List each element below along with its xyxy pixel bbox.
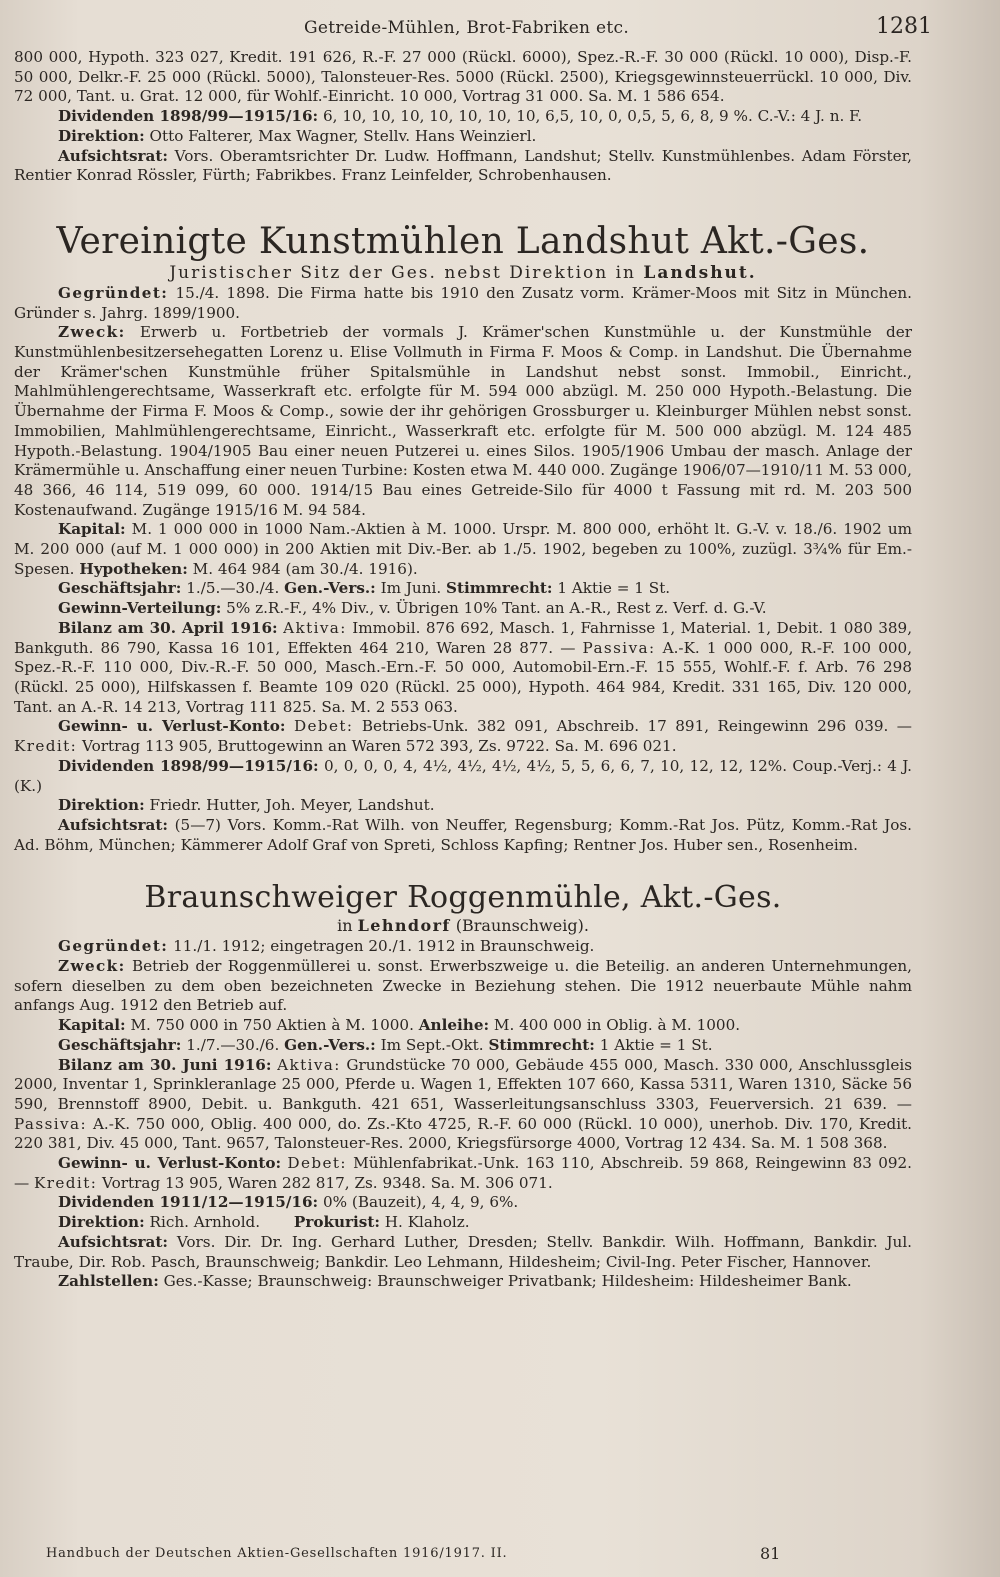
- subtitle-place: Landshut.: [643, 262, 757, 283]
- debit-text: Mühlenfabrikat.-Unk. 163 110, Abschreib. 59 868, Reingewinn 83 092. —: [14, 1154, 913, 1192]
- purpose: [14, 323, 912, 520]
- page-footer: [46, 1544, 781, 1563]
- purpose-label: Zweck:: [58, 957, 126, 976]
- subtitle-prefix: Juristischer Sitz der Ges. nebst Direktion in: [169, 262, 636, 283]
- management: [14, 796, 912, 816]
- purpose-text: Erwerb u. Fortbetrieb der vormals J. Krämer'schen Kunstmühle u. der Kunstmühle der Kunstmühlenbesitzersehegatten Lorenz u. Elise Vollmuth in Firma F. Moos & Comp. in Landshut. Die Übernahme der Krämer'schen Kunstmühle früher Spitalsmühle in Landshut nebst sonst. Immobil., Einricht., Mahlmühlengerechtsame, Wasserkraft etc. erfolgte für M. 594 000 abzügl. M. 250 000 Hypoth.-Belastung. Die Übernahme der Firma F. Moos & Comp., sowie der ihr gehörigen Grossburger u. Kleinburger Mühlen nebst sonst. Immobilien, Mahlmühlengerechtsame, Einricht., Wasserkraft etc. erfolgte für M. 500 000 abzügl. M. 124 485 Hypoth.-Belastung. 1904/1905 Bau einer neuen Putzerei u. eines Silos. 1905/1906 Umbau der masch. Anlage der Krämermühle u. Anschaffung einer neuen Turbine: Kosten etwa M. 440 000. Zugänge 1906/07—1910/11 M. 53 000, 48 366, 46 114, 519 099, 60 000. 1914/15 Bau eines Getreide-Silo für 4000 t Fassung mit rd. M. 203 500 Kostenaufwand. Zugänge 1915/16 M. 94 584.: [14, 323, 912, 519]
- fiscal-year-text: 1./7.—30./6.: [186, 1035, 280, 1054]
- credit-text: Vortrag 113 905, Bruttogewinn an Waren 572 393, Zs. 9722. Sa. M. 696 021.: [82, 737, 677, 756]
- purpose: [14, 957, 912, 1016]
- management-text: Rich. Arnhold.: [149, 1213, 261, 1232]
- board-label: Direktion:: [58, 126, 145, 145]
- general-meeting-text: Im Juni.: [380, 579, 442, 598]
- capital: [14, 1016, 912, 1036]
- liabilities-text: A.-K. 750 000, Oblig. 400 000, do. Zs.-Kto 4725, R.-F. 60 000 (Rückl. 10 000), unerhob. Div. 170, Kredit. 220 381, Div. 45 000, Tant. 9657, Talonsteuer-Res. 2000, Kriegsfürsorge 4000, Vortrag 12 434. Sa. M. 1 508 368.: [14, 1114, 912, 1153]
- footer-source: Handbuch der Deutschen Aktien-Gesellschaften 1916/1917. II.: [46, 1546, 508, 1561]
- paying-agents-text: Ges.-Kasse; Braunschweig: Braunschweiger Privatbank; Hildesheim: Hildesheimer Bank.: [163, 1272, 852, 1291]
- page-header: [14, 14, 932, 48]
- distribution-label: Gewinn-Verteilung:: [58, 599, 222, 618]
- management-label: Direktion:: [58, 796, 145, 815]
- profit-loss-label: Gewinn- u. Verlust-Konto:: [58, 1154, 282, 1173]
- authorized-officer-label: Prokurist:: [293, 1213, 380, 1232]
- supervisory-label: Aufsichtsrat:: [58, 815, 168, 834]
- carryover-entry: [14, 48, 912, 186]
- voting-text: 1 Aktie = 1 St.: [557, 579, 671, 598]
- purpose-text: Betrieb der Roggenmüllerei u. sonst. Erwerbszweige u. die Beteilig. an anderen Unternehmungen, sofern dieselben zu dem oben bezeichneten Zwecke in Beziehung stehen. Die 1912 neuerbaute Mühle nahm anfangs Aug. 1912 den Betrieb auf.: [14, 957, 912, 1015]
- footer-number: 81: [760, 1544, 781, 1563]
- capital-text: M. 750 000 in 750 Aktien à M. 1000.: [130, 1016, 414, 1035]
- voting-text: 1 Aktie = 1 St.: [599, 1035, 713, 1054]
- capital-label: Kapital:: [58, 1016, 126, 1035]
- liabilities-label: Passiva:: [14, 1114, 87, 1133]
- supervisory-board: [14, 1233, 912, 1272]
- credit-label: Kredit:: [14, 737, 78, 756]
- company-subtitle: [14, 915, 912, 937]
- founded-text: 11./1. 1912; eingetragen 20./1. 1912 in Braunschweig.: [173, 937, 595, 956]
- purpose-label: Zweck:: [58, 323, 126, 342]
- dividends-label: Dividenden 1911/12—1915/16:: [58, 1193, 319, 1212]
- distribution-text: 5% z.R.-F., 4% Div., v. Übrigen 10% Tant. an A.-R., Rest z. Verf. d. G.-V.: [226, 599, 767, 618]
- founded: [14, 937, 912, 957]
- assets-text: Immobil. 876 692, Masch. 1, Fahrnisse 1, Material. 1, Debit. 1 080 389, Bankguth. 86 790, Kassa 16 101, Effekten 464 210, Waren 28 877. —: [14, 618, 913, 657]
- management: [14, 1213, 912, 1233]
- capital-label: Kapital:: [58, 520, 126, 539]
- credit-text: Vortrag 13 905, Waren 282 817, Zs. 9348. Sa. M. 306 071.: [102, 1173, 553, 1192]
- balance-label: Bilanz am 30. April 1916:: [58, 618, 278, 637]
- fiscal-year-label: Geschäftsjahr:: [58, 1035, 182, 1054]
- dividends-label: Dividenden 1898/99—1915/16:: [58, 756, 319, 775]
- loan-label: Anleihe:: [418, 1016, 490, 1035]
- assets-label: Aktiva:: [277, 1055, 341, 1074]
- founded: [14, 284, 912, 323]
- mortgages-text: M. 464 984 (am 30./4. 1916).: [192, 559, 418, 578]
- assets-text: Grundstücke 70 000, Gebäude 455 000, Masch. 330 000, Anschlussgleis 2000, Inventar 1, Sprinkleranlage 25 000, Pferde u. Wagen 1, Effekten 107 660, Kassa 5311, Waren 1310, Säcke 56 590, Brennstoff 8900, Debit. u. Bankguth. 421 651, Wasserleitungsanschluss 3303, Feuerversich. 21 639. —: [14, 1055, 912, 1113]
- fiscal-year-label: Geschäftsjahr:: [58, 579, 182, 598]
- credit-label: Kredit:: [34, 1173, 98, 1192]
- fiscal-year-text: 1./5.—30./4.: [186, 579, 280, 598]
- management-label: Direktion:: [58, 1213, 145, 1232]
- company-title: Vereinigte Kunstmühlen Landshut Akt.-Ges.: [56, 220, 870, 262]
- supervisory-board: [14, 816, 912, 855]
- profit-loss: [14, 717, 912, 756]
- founded-label: Gegründet:: [58, 283, 169, 302]
- subtitle-suffix: (Braunschweig).: [455, 916, 589, 936]
- carryover-board: [14, 127, 912, 147]
- balance-label: Bilanz am 30. Juni 1916:: [58, 1055, 272, 1074]
- general-meeting-label: Gen.-Vers.:: [284, 1035, 376, 1054]
- authorized-officer-text: H. Klaholz.: [384, 1213, 470, 1232]
- carryover-balance: 800 000, Hypoth. 323 027, Kredit. 191 626, R.-F. 27 000 (Rückl. 6000), Spez.-R.-F. 30 000 (Rückl. 10 000), Disp.-F. 50 000, Delkr.-F. 25 000 (Rückl. 5000), Talonsteuer-Res. 5000 (Rückl. 2500), Kriegsgewinnsteuerrückl. 10 000, Div. 72 000, Tant. u. Grat. 12 000, für Wohlf.-Einricht. 10 000, Vortrag 31 000. Sa. M. 1 586 654.: [14, 48, 912, 106]
- dividends-text: 6, 10, 10, 10, 10, 10, 10, 10, 6,5, 10, 0, 0,5, 5, 6, 8, 9 %. C.-V.: 4 J. n. F.: [323, 107, 863, 126]
- profit-loss: [14, 1154, 912, 1193]
- capital: [14, 520, 912, 579]
- dividends: [14, 1193, 912, 1213]
- supervisory-text: Vors. Dir. Dr. Ing. Gerhard Luther, Dresden; Stellv. Bankdir. Wilh. Hoffmann, Bankdir. Jul. Traube, Dir. Rob. Pasch, Braunschweig; Bankdir. Leo Lehmann, Hildesheim; Civil-Ing. Peter Fischer, Hannover.: [14, 1232, 913, 1271]
- fiscal-line: [14, 579, 912, 599]
- fiscal-line: [14, 1036, 912, 1056]
- debit-text: Betriebs-Unk. 382 091, Abschreib. 17 891, Reingewinn 296 039. —: [361, 717, 912, 736]
- general-meeting-label: Gen.-Vers.:: [284, 579, 376, 598]
- balance-sheet: [14, 1056, 912, 1155]
- dividends: [14, 757, 912, 796]
- carryover-supervisory: [14, 147, 912, 186]
- founded-text: 15./4. 1898. Die Firma hatte bis 1910 den Zusatz vorm. Krämer-Moos mit Sitz in München. Gründer s. Jahrg. 1899/1900.: [14, 283, 913, 322]
- management-text: Friedr. Hutter, Joh. Meyer, Landshut.: [149, 796, 435, 815]
- voting-label: Stimmrecht:: [488, 1035, 595, 1054]
- company-entry-braunschweig: [14, 881, 912, 1292]
- supervisory-text: (5—7) Vors. Komm.-Rat Wilh. von Neuffer, Regensburg; Komm.-Rat Jos. Pütz, Komm.-Rat Jos. Ad. Böhm, München; Kämmerer Adolf Graf von Spreti, Schloss Kapfing; Rentner Jos. Huber sen., Rosenheim.: [14, 815, 912, 854]
- company-entry-landshut: [14, 222, 912, 855]
- liabilities-label: Passiva:: [582, 638, 656, 657]
- page-number: 1281: [876, 14, 932, 39]
- profit-loss-label: Gewinn- u. Verlust-Konto:: [58, 717, 286, 736]
- running-title: Getreide-Mühlen, Brot-Fabriken etc.: [304, 18, 630, 38]
- supervisory-label: Aufsichtsrat:: [58, 1232, 168, 1251]
- debit-label: Debet:: [293, 717, 354, 736]
- supervisory-label: Aufsichtsrat:: [58, 146, 168, 165]
- dividends-text: 0% (Bauzeit), 4, 4, 9, 6%.: [323, 1193, 519, 1212]
- debit-label: Debet:: [287, 1154, 347, 1173]
- assets-label: Aktiva:: [283, 618, 347, 637]
- dividends-text: 0, 0, 0, 0, 4, 4½, 4½, 4½, 4½, 5, 5, 6, 6, 7, 10, 12, 12, 12%. Coup.-Verj.: 4 J. (K.): [14, 756, 912, 795]
- balance-sheet: [14, 619, 912, 718]
- capital-text: M. 1 000 000 in 1000 Nam.-Aktien à M. 1000. Urspr. M. 800 000, erhöht lt. G.-V. v. 18./6. 1902 um M. 200 000 (auf M. 1 000 000) in 200 Aktien mit Div.-Ber. ab 1./5. 1902, begeben zu 100%, zuzügl. 3¾% für Em.-Spesen.: [14, 520, 913, 578]
- paying-agents-label: Zahlstellen:: [58, 1272, 159, 1291]
- board-text: Otto Falterer, Max Wagner, Stellv. Hans Weinzierl.: [149, 126, 537, 145]
- supervisory-text: Vors. Oberamtsrichter Dr. Ludw. Hoffmann, Landshut; Stellv. Kunstmühlenbes. Adam Förster, Rentier Konrad Rössler, Fürth; Fabrikbes. Franz Leinfelder, Schrobenhausen.: [14, 146, 912, 185]
- mortgages-label: Hypotheken:: [79, 559, 188, 578]
- dividends-label: Dividenden 1898/99—1915/16:: [58, 107, 319, 126]
- profit-distribution: [14, 599, 912, 619]
- paying-agents: [14, 1272, 912, 1292]
- subtitle-place: Lehndorf: [357, 916, 451, 936]
- subtitle-prefix: in: [337, 916, 353, 936]
- voting-label: Stimmrecht:: [446, 579, 553, 598]
- founded-label: Gegründet:: [58, 937, 169, 956]
- general-meeting-text: Im Sept.-Okt.: [380, 1035, 484, 1054]
- loan-text: M. 400 000 in Oblig. à M. 1000.: [493, 1016, 741, 1035]
- carryover-dividends: [14, 107, 912, 127]
- liabilities-text: A.-K. 1 000 000, R.-F. 100 000, Spez.-R.-F. 110 000, Div.-R.-F. 50 000, Masch.-Ern.-F. 50 000, Automobil-Ern.-F. 15 555, Wohlf.-F. f. Arb. 76 298 (Rückl. 25 000), Hilfskassen f. Beamte 109 020 (Rückl. 25 000), Hypoth. 464 984, Kredit. 331 165, Div. 120 000, Tant. an A.-R. 14 213, Vortrag 111 825. Sa. M. 2 553 063.: [14, 638, 913, 716]
- company-subtitle: [14, 262, 912, 284]
- company-title: Braunschweiger Roggenmühle, Akt.-Ges.: [144, 880, 782, 916]
